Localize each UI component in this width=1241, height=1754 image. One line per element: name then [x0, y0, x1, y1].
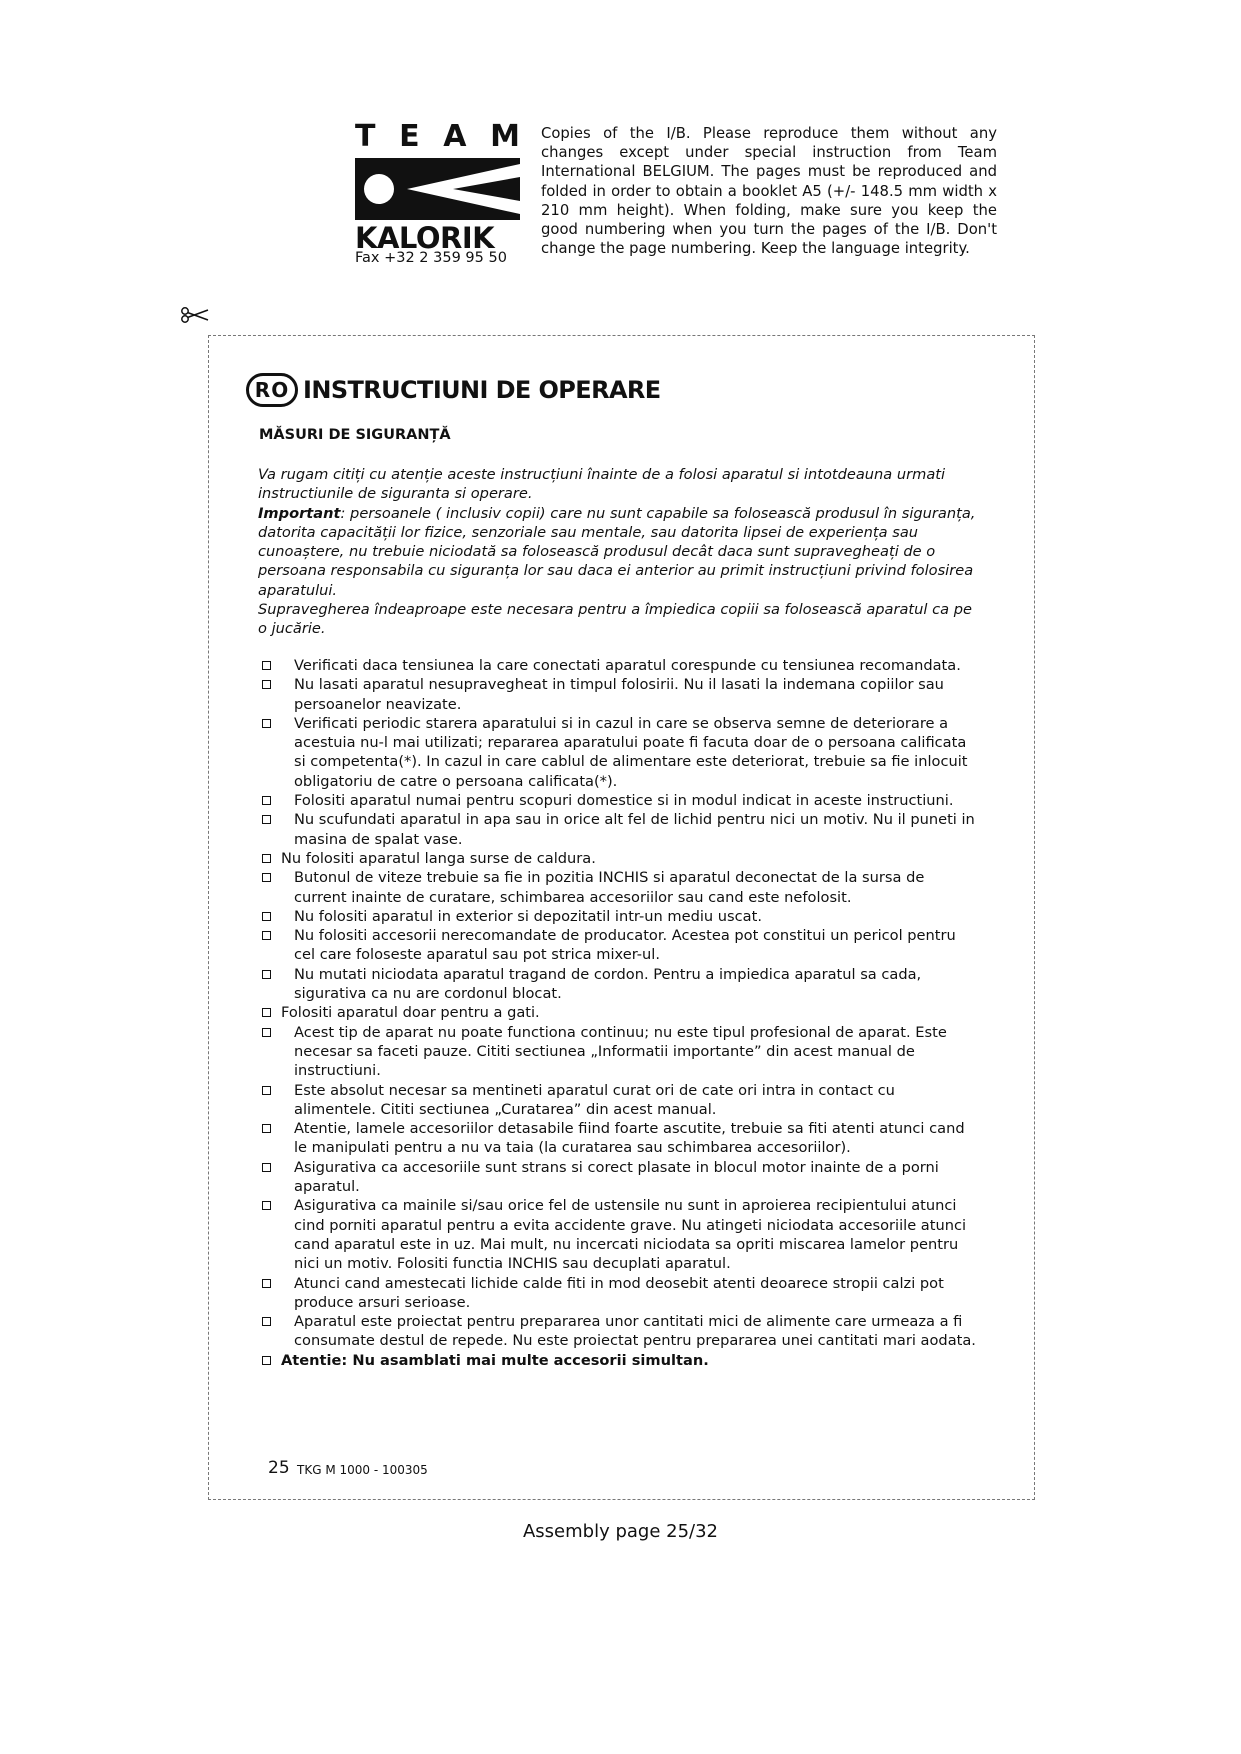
list-item	[260, 1081, 980, 1120]
checkbox-bullet-icon	[262, 1201, 271, 1210]
logo-letter: E	[399, 119, 420, 154]
fax-number: Fax +32 2 359 95 50	[355, 250, 507, 266]
checkbox-bullet-icon	[262, 719, 271, 728]
checkbox-bullet-icon	[262, 970, 271, 979]
list-item	[260, 965, 980, 1004]
list-item	[260, 675, 980, 714]
important-text: : persoanele ( inclusiv copii) care nu sunt capabile sa folosească produsul în siguranța, datorita capacității lor fizice, senzoriale sau mentale, sau datorita lipsei de experiența sau cunoaștere, nu trebuie niciodată sa folosească produsul decât daca sunt supravegheați de o persoana responsabila cu siguranța lor sau daca ei anterior au primit instrucțiuni privind folosirea aparatului.	[258, 504, 976, 599]
page-title: INSTRUCTIUNI DE OPERARE	[303, 376, 661, 404]
logo-letter: T	[355, 119, 376, 154]
rule-text: Atentie, lamele accesoriilor detasabile fiind foarte ascutite, trebuie sa fiti atenti atunci cand le manipulati pentru a nu va taia (la curatarea sau schimbarea accesoriilor).	[294, 1120, 965, 1157]
list-item	[260, 1196, 980, 1273]
rule-text: Nu mutati niciodata aparatul tragand de cordon. Pentru a impiedica aparatul sa cada, sigurativa ca nu are cordonul blocat.	[294, 965, 922, 1003]
checkbox-bullet-icon	[262, 1028, 271, 1037]
checkbox-bullet-icon	[262, 815, 271, 824]
checkbox-bullet-icon	[262, 931, 271, 940]
logo-letter: M	[490, 119, 520, 154]
rule-text: Acest tip de aparat nu poate functiona continuu; nu este tipul profesional de aparat. Este necesar sa faceti pauze. Cititi sectiunea „Informatii importante” din acest manual de instructiuni.	[294, 1023, 947, 1080]
supervision-paragraph: Supravegherea îndeaproape este necesara pentru a împiedica copiii sa folosească aparatul ca pe o jucărie.	[258, 601, 972, 638]
checkbox-bullet-icon	[262, 912, 271, 921]
checkbox-bullet-icon	[262, 1317, 271, 1326]
rule-text: Verificati daca tensiunea la care conectati aparatul corespunde cu tensiunea recomandata.	[294, 657, 961, 674]
rule-text: Verificati periodic starera aparatului si in cazul in care se observa semne de deteriorare a acestuia nu-l mai utilizati; repararea aparatului poate fi facuta doar de o persoana calificata si competenta(*). In cazul in care cablul de alimentare este deteriorat, trebuie sa fie inlocuit obligatoriu de catre o persoana calificata(*).	[294, 714, 968, 790]
rule-text: Nu lasati aparatul nesupravegheat in timpul folosirii. Nu il lasati la indemana copiilor sau persoanelor neavizate.	[294, 676, 944, 713]
checkbox-bullet-icon	[262, 680, 271, 689]
list-item	[260, 791, 980, 810]
list-item	[260, 714, 980, 791]
checkbox-bullet-icon	[262, 854, 271, 863]
list-item	[260, 656, 980, 675]
list-item	[260, 1274, 980, 1313]
list-item	[260, 1158, 980, 1197]
scissors-icon	[180, 305, 210, 325]
checkbox-bullet-icon	[262, 1163, 271, 1172]
logo-team-text	[355, 119, 520, 154]
rule-text: Atunci cand amestecati lichide calde fiti in mod deosebit atenti deoarece stropii calzi pot produce arsuri serioase.	[294, 1274, 944, 1311]
list-item	[260, 907, 980, 926]
checkbox-bullet-icon	[262, 1356, 271, 1365]
rule-text: Atentie: Nu asamblati mai multe accesorii simultan.	[281, 1351, 709, 1369]
assembly-page-label: Assembly page 25/32	[522, 1521, 719, 1542]
page-number: 25	[268, 1458, 290, 1478]
checkbox-bullet-icon	[262, 873, 271, 882]
rule-text: Aparatul este proiectat pentru prepararea unor cantitati mici de alimente care urmeaza a fi consumate destul de repede. Nu este proiectat pentru prepararea unei cantitati mari aodata.	[294, 1313, 976, 1350]
kalorik-k-mark-icon	[355, 158, 520, 220]
rule-text: Folositi aparatul numai pentru scopuri domestice si in modul indicat in aceste instructiuni.	[294, 792, 954, 810]
list-item	[260, 849, 980, 868]
intro-paragraph: Va rugam citiți cu atenție aceste instrucțiuni înainte de a folosi aparatul si intotdeauna urmati instructiunile de siguranta si operare.	[258, 466, 946, 503]
rule-text: Asigurativa ca accesoriile sunt strans si corect plasate in blocul motor inainte de a porni aparatul.	[294, 1158, 939, 1196]
rule-text: Asigurativa ca mainile si/sau orice fel de ustensile nu sunt in aproierea recipientului atunci cind porniti aparatul pentru a evita accidente grave. Nu atingeti niciodata accesoriile atunci cand aparatul este in uz. Mai mult, nu incercati niciodata sa opriti miscarea lamelor pentru nici un motiv. Folositi functia INCHIS sau decuplati aparatul.	[294, 1197, 967, 1273]
page-heading	[246, 373, 661, 407]
rule-text: Butonul de viteze trebuie sa fie in pozitia INCHIS si aparatul deconectat de la sursa de current inainte de curatare, schimbarea accesoriilor sau cand este nefolosit.	[294, 869, 925, 906]
document-code: TKG M 1000 - 100305	[297, 1463, 428, 1477]
logo-letter: A	[443, 119, 467, 154]
checkbox-bullet-icon	[262, 1124, 271, 1133]
list-item	[260, 1351, 980, 1370]
rule-text: Este absolut necesar sa mentineti aparatul curat ori de cate ori intra in contact cu alimentele. Cititi sectiunea „Curatarea” din acest manual.	[294, 1081, 895, 1118]
reproduction-notice: Copies of the I/B. Please reproduce them without any changes except under special instruction from Team International BELGIUM. The pages must be reproduced and folded in order to obtain a booklet A5 (+/- 148.5 mm width x 210 mm height). When folding, make sure you keep the good numbering when you turn the pages of the I/B. Don't change the page numbering. Keep the language integrity.	[541, 125, 997, 258]
list-item	[260, 1023, 980, 1081]
checkbox-bullet-icon	[262, 1008, 271, 1017]
rule-text: Nu folositi aparatul langa surse de caldura.	[281, 849, 596, 867]
list-item	[260, 1003, 980, 1022]
rule-text: Nu scufundati aparatul in apa sau in orice alt fel de lichid pentru nici un motiv. Nu il puneti in masina de spalat vase.	[294, 811, 975, 848]
intro-text	[258, 465, 978, 639]
safety-rules-list	[260, 656, 980, 1370]
list-item	[260, 810, 980, 849]
list-item	[260, 1119, 980, 1158]
rule-text: Nu folositi aparatul in exterior si depozitatil intr-un mediu uscat.	[294, 907, 762, 925]
list-item	[260, 868, 980, 907]
checkbox-bullet-icon	[262, 1279, 271, 1288]
checkbox-bullet-icon	[262, 796, 271, 805]
rule-text: Folositi aparatul doar pentru a gati.	[281, 1004, 540, 1022]
rule-text: Nu folositi accesorii nerecomandate de producator. Acestea pot constitui un pericol pentru cel care foloseste aparatul sau pot strica mixer-ul.	[294, 927, 956, 964]
checkbox-bullet-icon	[262, 1086, 271, 1095]
logo-brand-text: KALORIK	[355, 221, 495, 255]
important-label: Important	[258, 504, 341, 522]
list-item	[260, 1312, 980, 1351]
list-item	[260, 926, 980, 965]
checkbox-bullet-icon	[262, 661, 271, 670]
team-kalorik-logo	[355, 119, 520, 262]
language-badge: RO	[246, 373, 298, 407]
important-paragraph	[258, 504, 978, 600]
section-title: MĂSURI DE SIGURANȚĂ	[259, 427, 451, 443]
